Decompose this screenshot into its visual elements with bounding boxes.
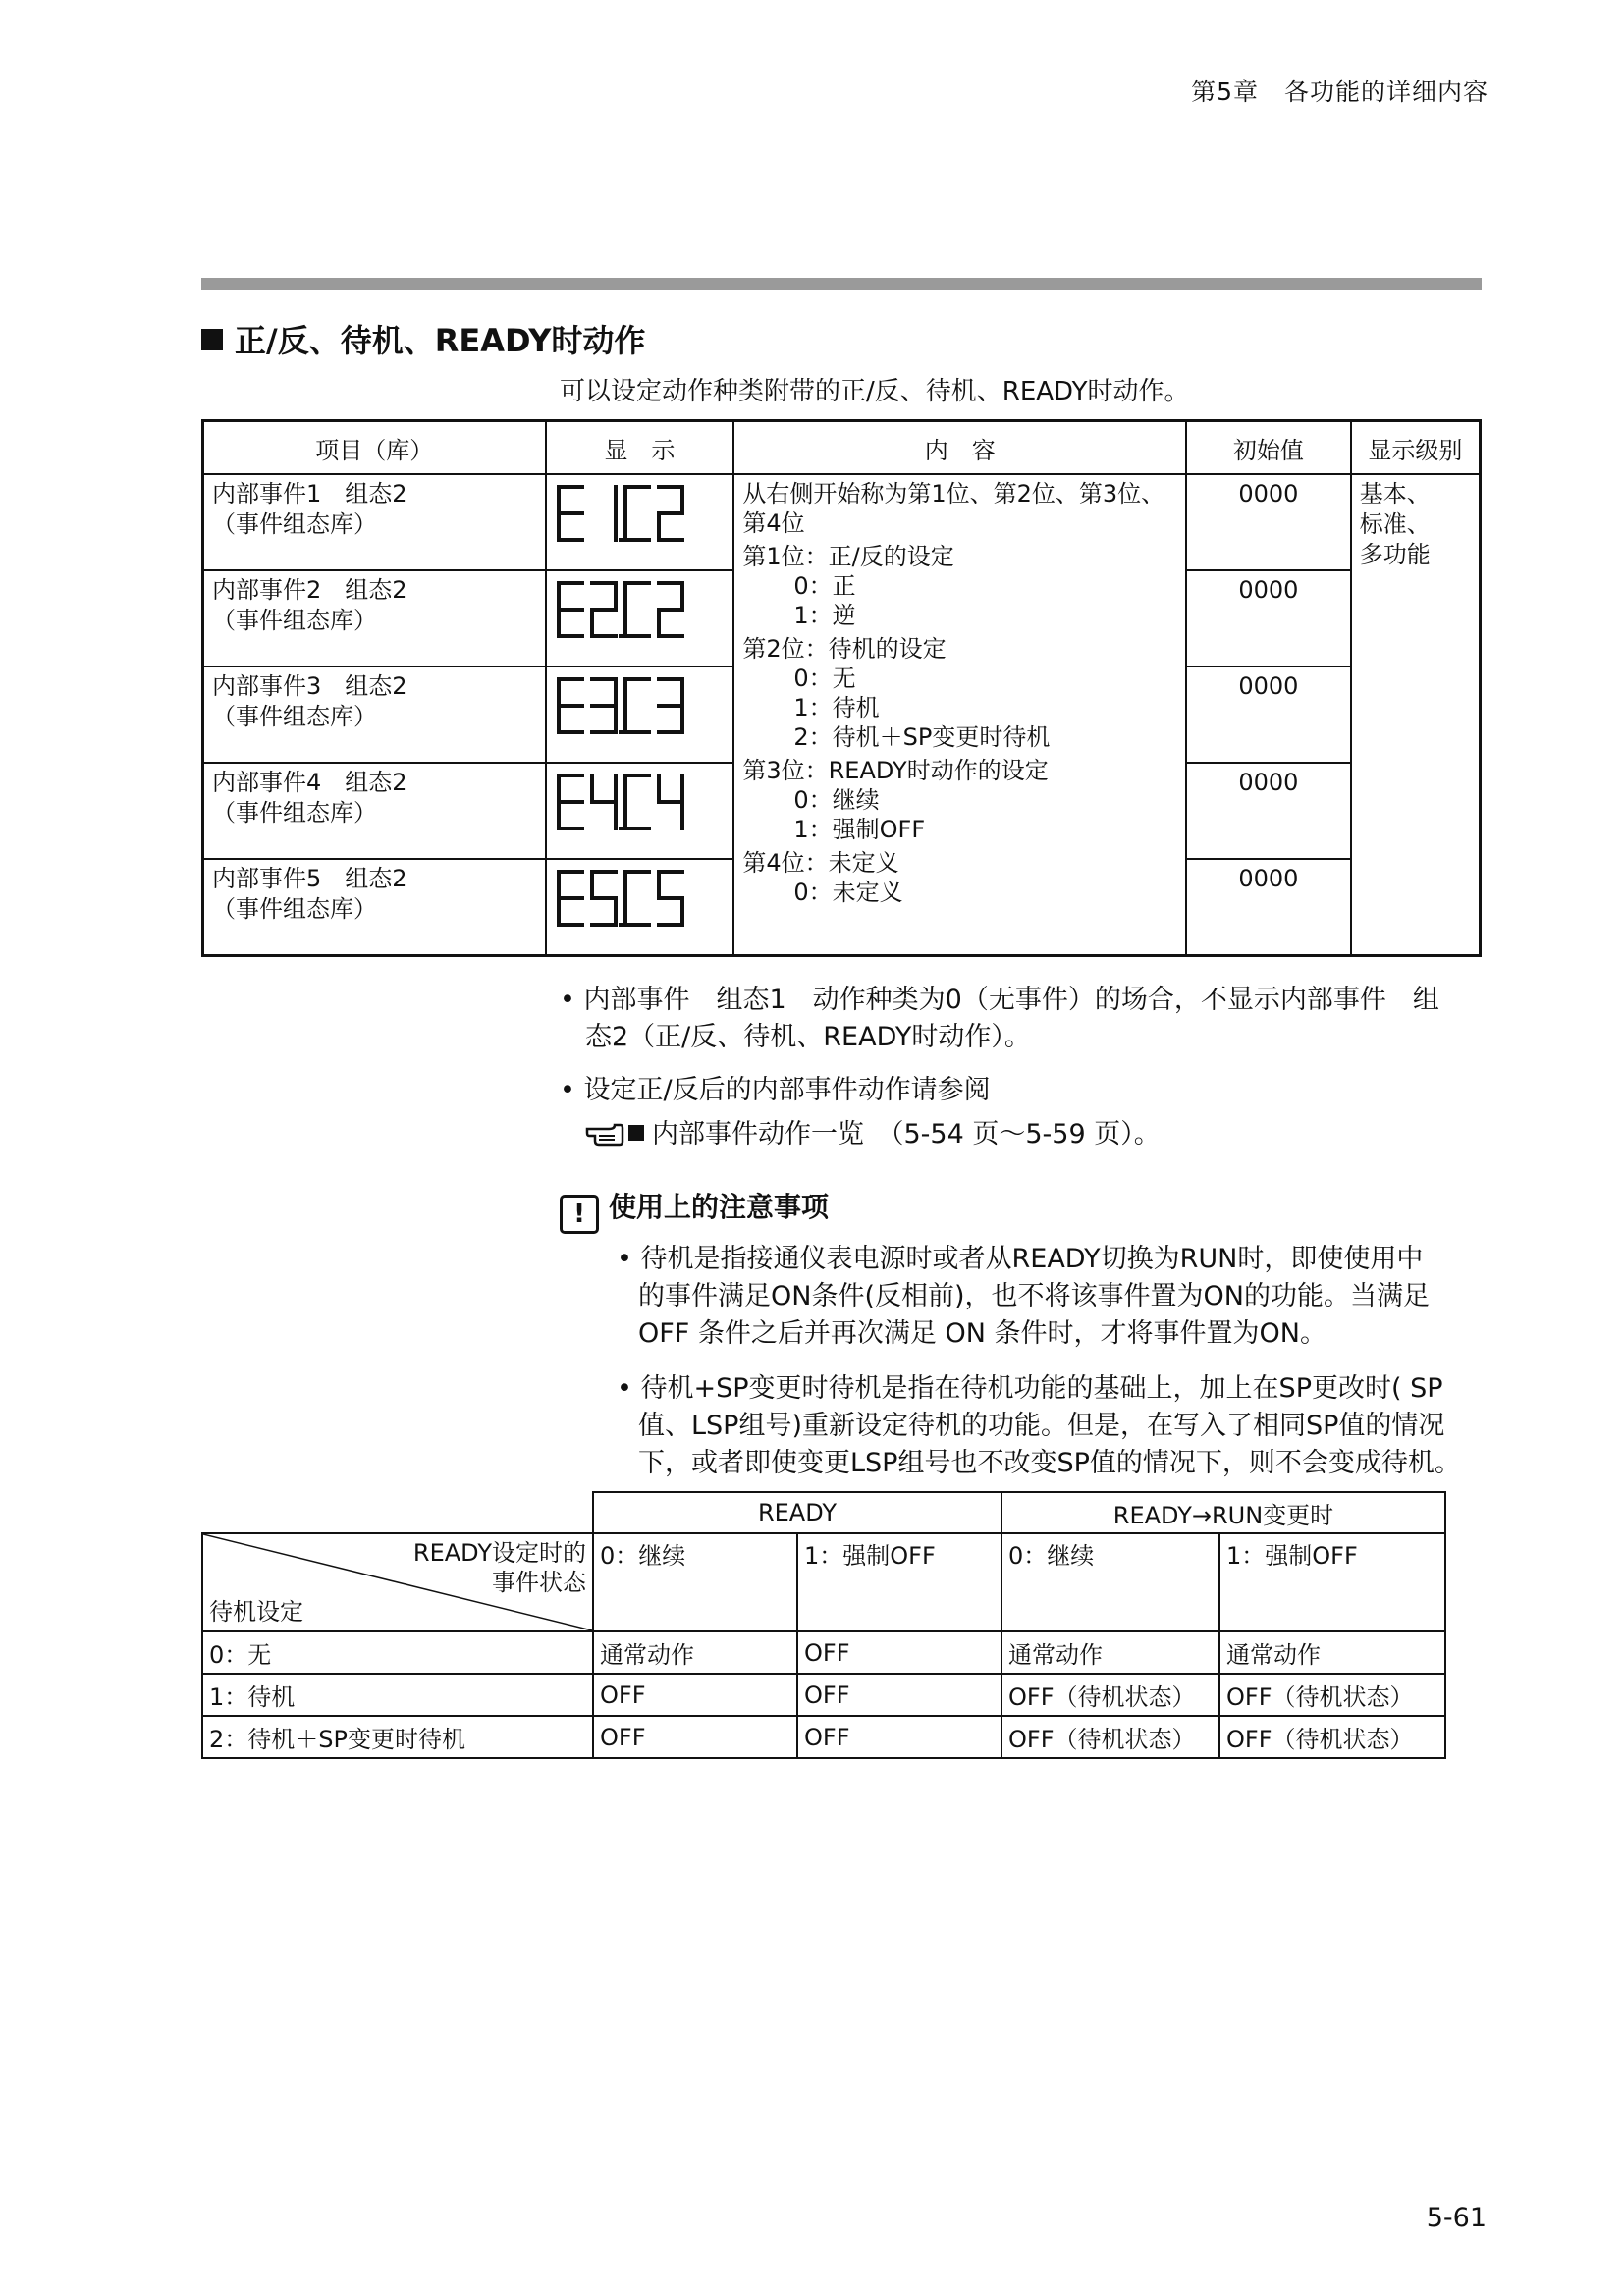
item-bank: （事件组态库）: [212, 703, 377, 730]
item-cell: [203, 667, 546, 763]
item-cell: [203, 570, 546, 667]
lcd-display: [553, 477, 690, 552]
lcd-dot: [619, 827, 623, 830]
row-label: 0：无: [202, 1631, 593, 1674]
level-line: 基本、: [1359, 480, 1431, 507]
table-cell: OFF: [593, 1674, 797, 1716]
initial-value: 0000: [1186, 859, 1351, 956]
lcd-display: [553, 862, 690, 936]
settings-table: [201, 419, 1482, 957]
item-bank: （事件组态库）: [212, 799, 377, 827]
note-bullet-2: • 设定正/反后的内部事件动作请参阅: [560, 1075, 991, 1105]
content-line: 1：逆: [793, 602, 856, 629]
level-line: 标准、: [1359, 510, 1431, 538]
lcd-dot: [619, 634, 623, 638]
square-bullet-icon: [201, 329, 223, 350]
table-cell: OFF: [797, 1716, 1001, 1758]
table-cell: OFF（待机状态）: [1001, 1716, 1219, 1758]
item-name: 内部事件1 组态2: [212, 480, 407, 507]
caution-heading: [560, 1186, 829, 1234]
col-header: 0：继续: [593, 1533, 797, 1631]
group-header-ready: READY: [593, 1492, 1001, 1533]
table-cell: 通常动作: [593, 1631, 797, 1674]
table-cell: OFF: [797, 1674, 1001, 1716]
caution-bullet-1: [617, 1241, 1481, 1353]
square-bullet-icon: [628, 1125, 644, 1141]
table-row: [203, 474, 1481, 570]
note-line: 态2（正/反、待机、READY时动作）。: [585, 1022, 1031, 1052]
content-line: 第4位：未定义: [742, 849, 899, 877]
content-line: 从右侧开始称为第1位、第2位、第3位、: [742, 480, 1165, 507]
item-name: 内部事件4 组态2: [212, 769, 407, 796]
col-header: 0：继续: [1001, 1533, 1219, 1631]
initial-value: 0000: [1186, 763, 1351, 859]
table-row: [202, 1716, 1445, 1758]
content-line: 0：无: [793, 665, 856, 692]
content-line: 0：继续: [793, 786, 880, 814]
note-bullet-1: [560, 982, 1483, 1056]
lcd-dot: [619, 923, 623, 927]
content-line: 1：待机: [793, 694, 880, 721]
section-title-text: 正/反、待机、READY时动作: [235, 322, 646, 359]
row-label: 2：待机＋SP变更时待机: [202, 1716, 593, 1758]
section-intro: 可以设定动作种类附带的正/反、待机、READY时动作。: [560, 377, 1190, 406]
diagonal-bottom-label: 待机设定: [209, 1598, 303, 1626]
display-cell: [546, 474, 734, 570]
group-header-ready-run: READY→RUN变更时: [1001, 1492, 1445, 1533]
diagonal-header-cell: [202, 1533, 593, 1631]
table-row: [202, 1631, 1445, 1674]
item-cell: [203, 474, 546, 570]
note-line: • 内部事件 组态1 动作种类为0（无事件）的场合，不显示内部事件 组: [560, 985, 1439, 1015]
col-header-initial: 初始值: [1186, 421, 1351, 475]
display-cell: [546, 763, 734, 859]
col-header-display: 显 示: [546, 421, 734, 475]
caution-bullet-2: [617, 1370, 1481, 1482]
content-line: 第1位：正/反的设定: [742, 543, 954, 570]
section-title: [201, 316, 645, 361]
item-name: 内部事件5 组态2: [212, 865, 407, 892]
content-line: 第3位：READY时动作的设定: [742, 757, 1049, 784]
section-rule: [201, 278, 1482, 290]
caution-line: 下，或者即使变更LSP组号也不改变SP值的情况下，则不会变成待机。: [638, 1448, 1461, 1478]
cross-reference-link[interactable]: 内部事件动作一览 （5-54 页～5-59 页）。: [652, 1119, 1161, 1149]
table-row: [202, 1674, 1445, 1716]
content-line: 2：待机＋SP变更时待机: [793, 723, 1051, 751]
lcd-display: [553, 669, 690, 744]
caution-line: • 待机是指接通仪表电源时或者从READY切换为RUN时，即使使用中: [617, 1244, 1424, 1274]
item-bank: （事件组态库）: [212, 510, 377, 538]
display-level-cell: [1351, 474, 1481, 956]
level-line: 多功能: [1359, 541, 1431, 568]
standby-table: [201, 1491, 1446, 1759]
col-header-item: 项目（库）: [203, 421, 546, 475]
cross-reference: [585, 1112, 1161, 1150]
caution-line: OFF 条件之后并再次满足 ON 条件时，才将事件置为ON。: [638, 1318, 1326, 1349]
content-line: 第2位：待机的设定: [742, 635, 947, 663]
col-header-level: 显示级别: [1351, 421, 1481, 475]
lcd-dot: [619, 730, 623, 734]
initial-value: 0000: [1186, 570, 1351, 667]
content-cell: [733, 474, 1186, 956]
item-name: 内部事件2 组态2: [212, 576, 407, 604]
table-cell: 通常动作: [1001, 1631, 1219, 1674]
pointing-hand-icon: [585, 1121, 624, 1147]
table-cell: OFF: [797, 1631, 1001, 1674]
content-line: 0：未定义: [793, 879, 903, 906]
item-cell: [203, 859, 546, 956]
item-bank: （事件组态库）: [212, 895, 377, 923]
caution-title: 使用上的注意事项: [609, 1191, 830, 1223]
col-header: 1：强制OFF: [1219, 1533, 1445, 1631]
table-cell: OFF（待机状态）: [1001, 1674, 1219, 1716]
display-cell: [546, 570, 734, 667]
table-cell: 通常动作: [1219, 1631, 1445, 1674]
content-line: 0：正: [793, 572, 856, 600]
lcd-dot: [619, 538, 623, 542]
col-header-content: 内 容: [733, 421, 1186, 475]
initial-value: 0000: [1186, 474, 1351, 570]
item-bank: （事件组态库）: [212, 607, 377, 634]
standby-table-group-header: [202, 1492, 1445, 1533]
chapter-header: 第5章 各功能的详细内容: [1191, 78, 1489, 106]
table-cell: OFF（待机状态）: [1219, 1674, 1445, 1716]
diagonal-top-label: READY设定时的: [412, 1539, 586, 1567]
exclamation-icon: !: [560, 1195, 599, 1234]
content-line: 1：强制OFF: [793, 816, 926, 843]
item-name: 内部事件3 组态2: [212, 672, 407, 700]
standby-table-column-header: [202, 1533, 1445, 1631]
table-cell: OFF: [593, 1716, 797, 1758]
display-cell: [546, 667, 734, 763]
content-line: 第4位: [742, 509, 805, 537]
caution-line: 值、LSP组号)重新设定待机的功能。但是，在写入了相同SP值的情况: [638, 1411, 1445, 1441]
item-cell: [203, 763, 546, 859]
lcd-display: [553, 573, 690, 648]
col-header: 1：强制OFF: [797, 1533, 1001, 1631]
caution-line: 的事件满足ON条件(反相前)，也不将该事件置为ON的功能。当满足: [638, 1281, 1430, 1311]
diagonal-top-label: 事件状态: [492, 1569, 586, 1596]
row-label: 1：待机: [202, 1674, 593, 1716]
initial-value: 0000: [1186, 667, 1351, 763]
settings-table-header: [203, 421, 1481, 475]
table-cell: OFF（待机状态）: [1219, 1716, 1445, 1758]
lcd-display: [553, 766, 690, 840]
caution-line: • 待机+SP变更时待机是指在待机功能的基础上，加上在SP更改时( SP: [617, 1373, 1443, 1404]
display-cell: [546, 859, 734, 956]
page-number: 5-61: [1426, 2203, 1487, 2233]
